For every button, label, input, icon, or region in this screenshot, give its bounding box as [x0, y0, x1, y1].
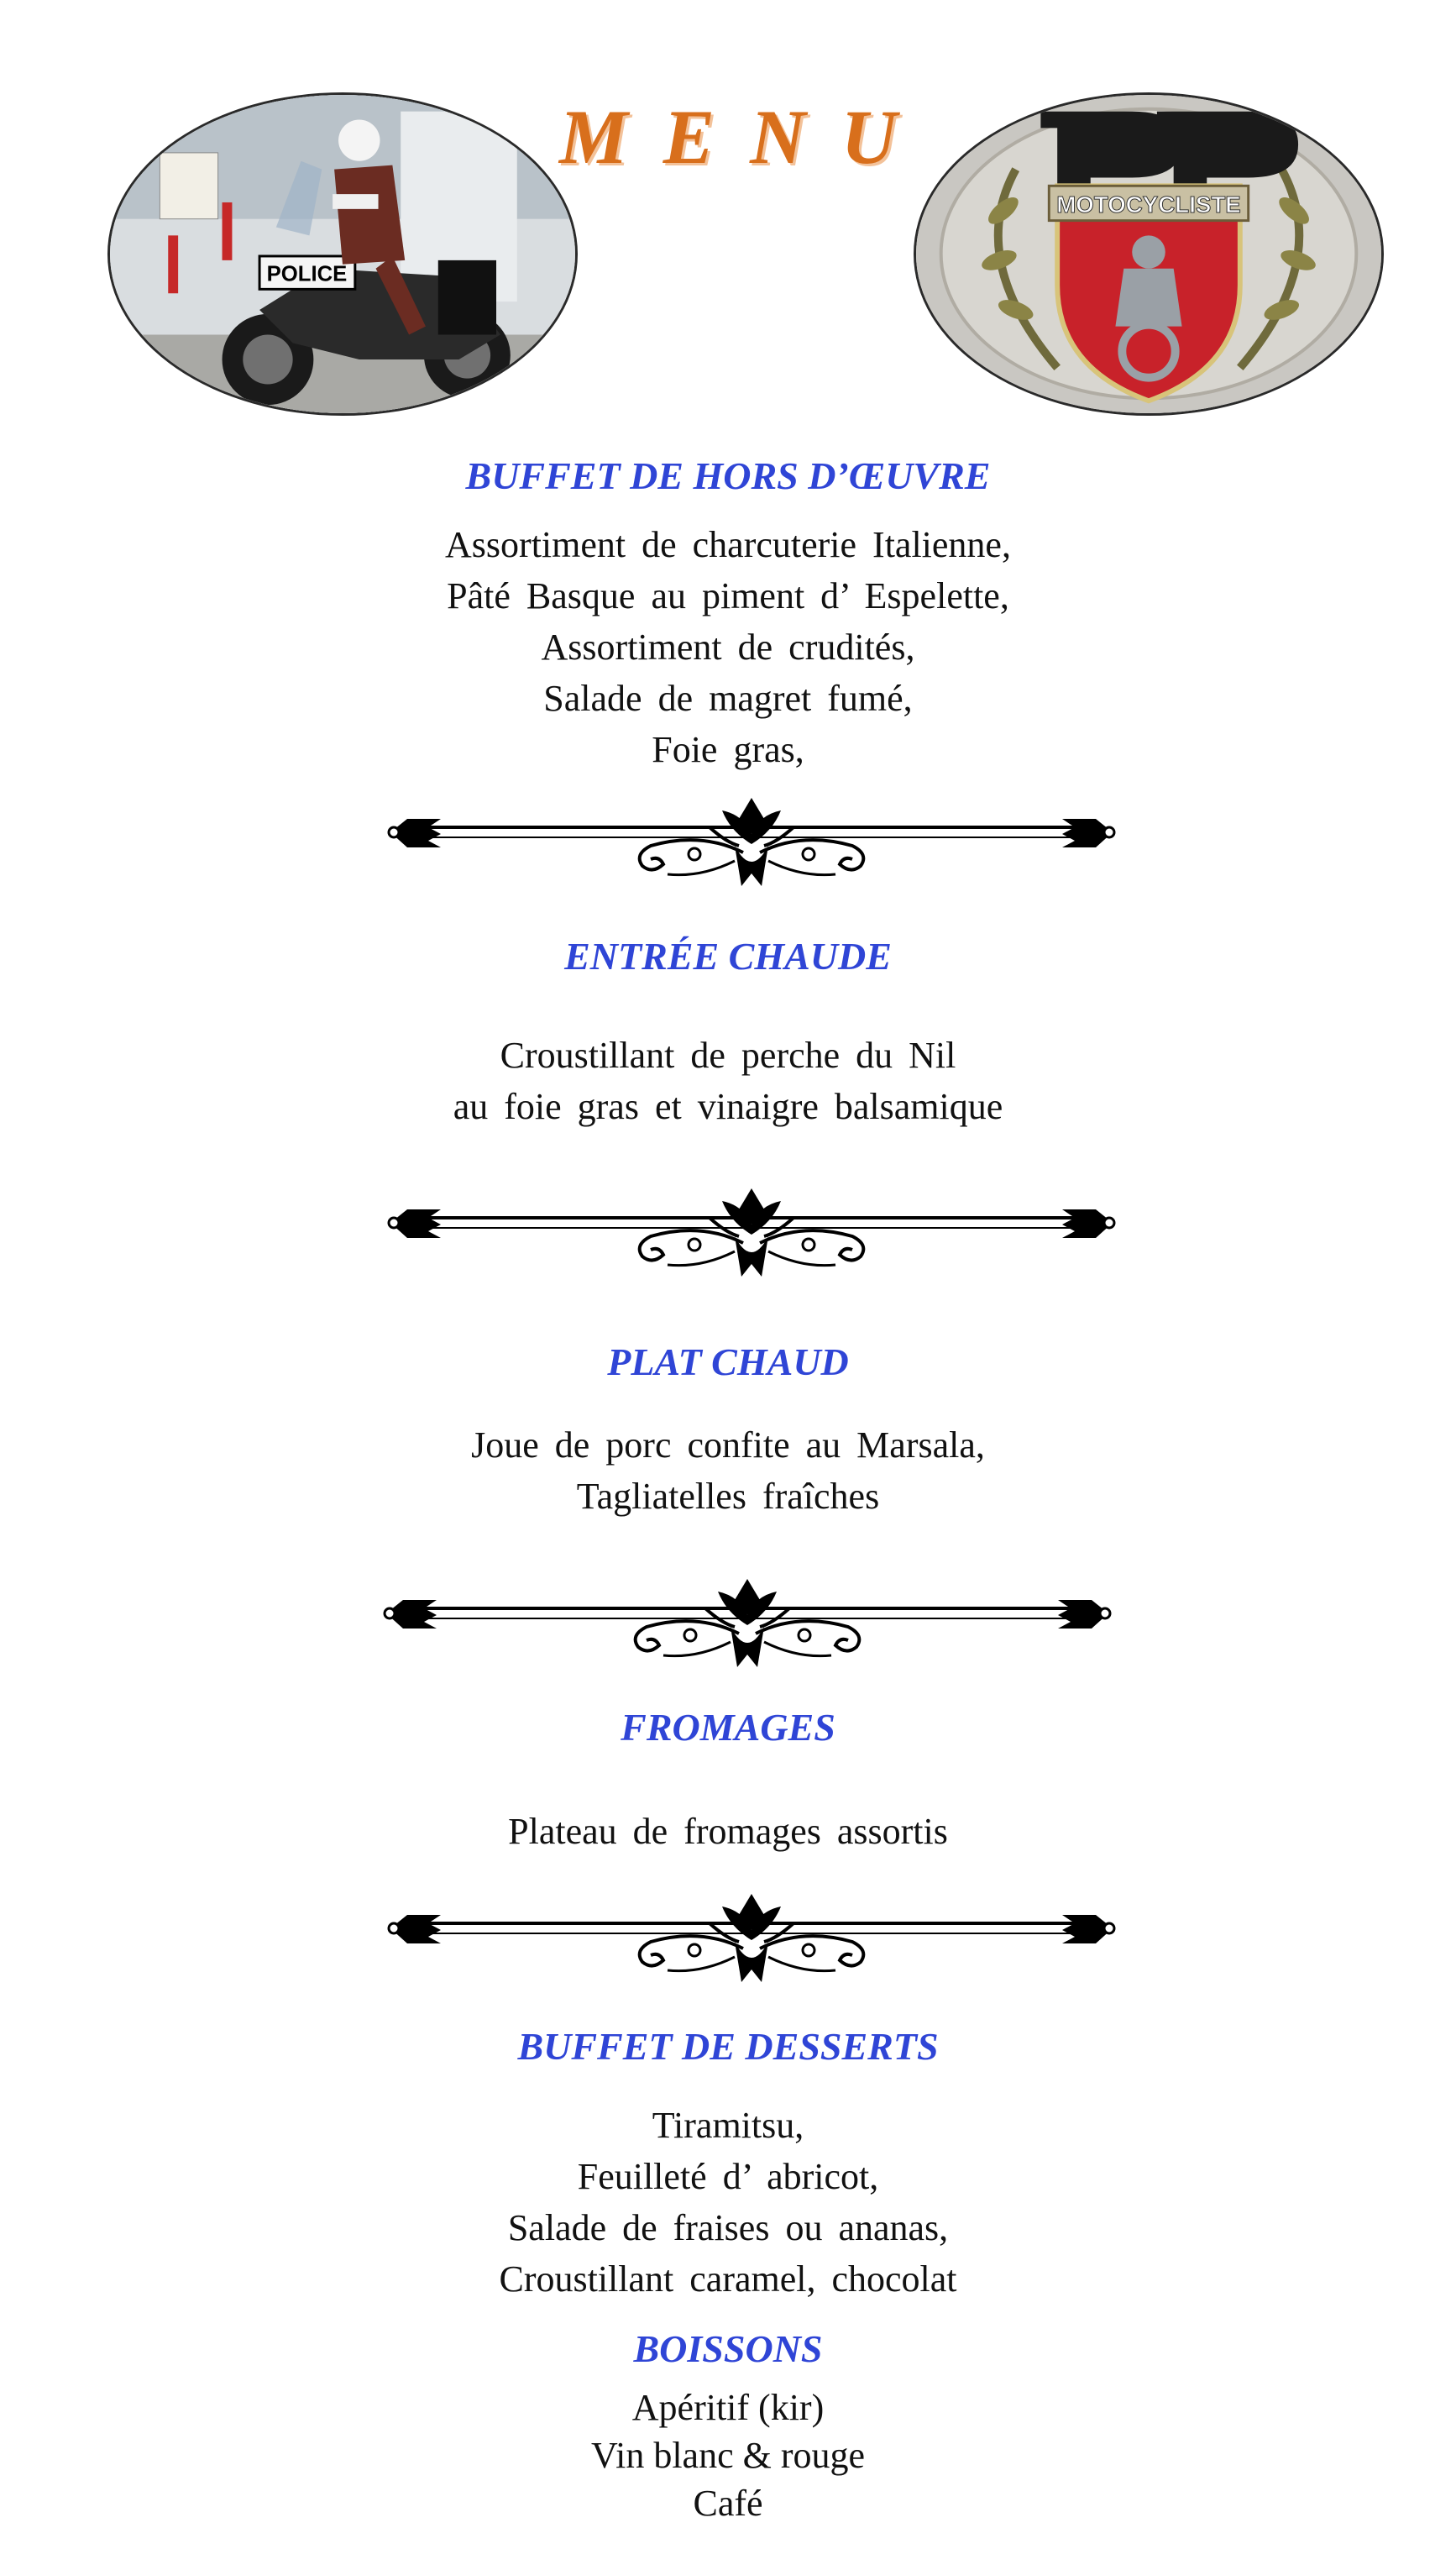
- menu-item: Croustillant caramel, chocolat: [499, 2258, 957, 2300]
- ornamental-divider: [378, 1575, 1117, 1676]
- menu-item: Salade de magret fumé,: [543, 678, 913, 719]
- menu-item: Assortiment de charcuterie Italienne,: [445, 524, 1011, 565]
- menu-item: Assortiment de crudités,: [541, 627, 915, 668]
- ornamental-divider: [382, 1184, 1121, 1285]
- menu-item: Tagliatelles fraîches: [576, 1476, 880, 1517]
- menu-item: Tiramitsu,: [652, 2105, 804, 2146]
- menu-title: MENU: [558, 94, 933, 180]
- menu-item: au foie gras et vinaigre balsamique: [453, 1086, 1003, 1127]
- menu-item: Vin blanc & rouge: [590, 2435, 866, 2476]
- section-heading-hors-doeuvre: BUFFET DE HORS D’ŒUVRE: [465, 454, 991, 497]
- menu-item: Apéritif (kir): [631, 2387, 825, 2428]
- section-heading-fromages: FROMAGES: [621, 1706, 835, 1749]
- menu-item: Feuilleté d’ abricot,: [577, 2156, 879, 2197]
- motocycliste-emblem-photo: [914, 92, 1384, 416]
- menu-item: Croustillant de perche du Nil: [500, 1035, 956, 1076]
- police-badge-text: POLICE: [266, 262, 348, 286]
- section-heading-desserts: BUFFET DE DESSERTS: [517, 2025, 939, 2068]
- section-heading-boissons: BOISSONS: [633, 2327, 823, 2370]
- section-items-desserts: [0, 2100, 1456, 2305]
- ornamental-divider: [382, 794, 1121, 894]
- menu-item: Café: [693, 2483, 763, 2524]
- section-items-entree-chaude: [0, 1030, 1456, 1132]
- section-items-boissons: [0, 2384, 1456, 2527]
- emblem-text: MOTOCYCLISTE: [1056, 191, 1241, 218]
- section-items-hors-doeuvre: [0, 519, 1456, 775]
- section-heading-entree-chaude: ENTRÉE CHAUDE: [564, 935, 892, 978]
- section-items-fromages: [0, 1806, 1456, 1857]
- ornamental-divider: [382, 1890, 1121, 1990]
- section-items-plat-chaud: [0, 1419, 1456, 1522]
- section-heading-plat-chaud: PLAT CHAUD: [607, 1340, 849, 1383]
- menu-item: Plateau de fromages assortis: [508, 1811, 948, 1852]
- menu-item: Foie gras,: [652, 729, 804, 770]
- menu-item: Pâté Basque au piment d’ Espelette,: [447, 575, 1009, 616]
- menu-item: Salade de fraises ou ananas,: [507, 2207, 949, 2248]
- menu-item: Joue de porc confite au Marsala,: [471, 1424, 985, 1466]
